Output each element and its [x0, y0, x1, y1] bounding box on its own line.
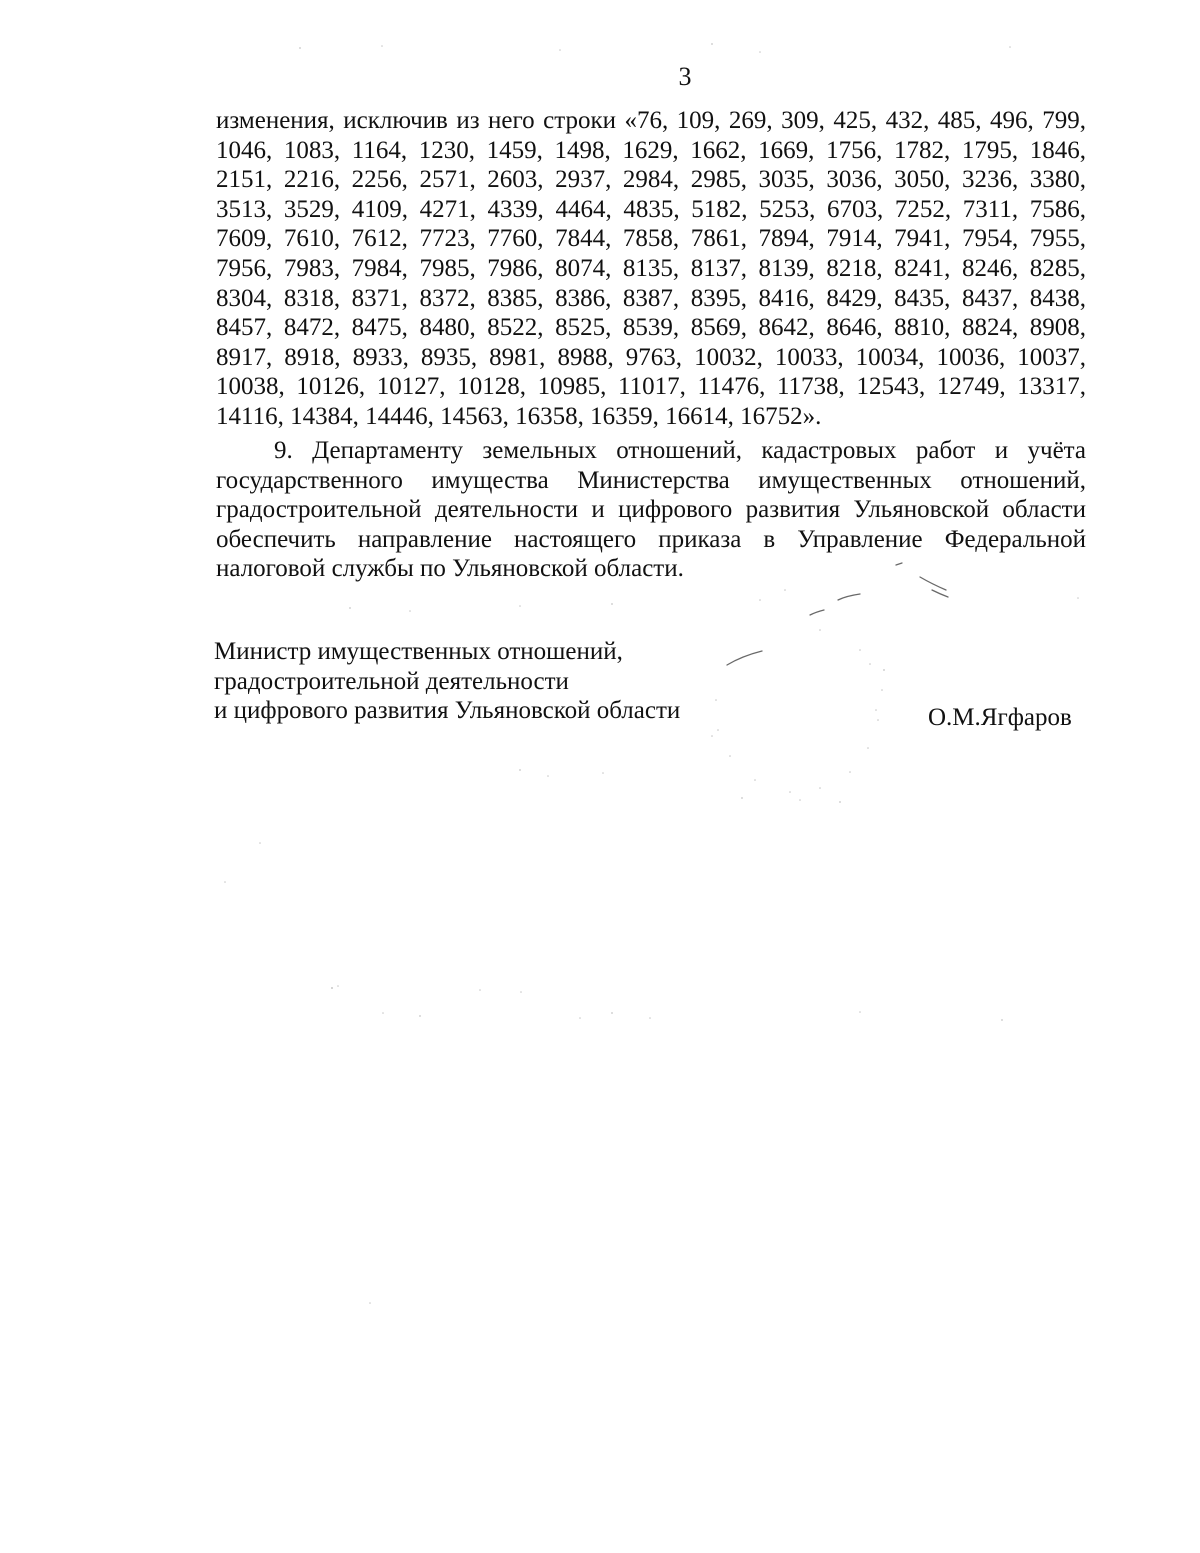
text-line: 8304, 8318, 8371, 8372, 8385, 8386, 8387, 8395, 8416, 8429, 8435, 8437, 8438, — [216, 284, 1086, 312]
position-line: градостроительной деятельности — [214, 667, 569, 695]
text-line: изменения, исключив из него строки «76, 109, 269, 309, 425, 432, 485, 496, 799, — [216, 107, 1086, 134]
signatory-name: О.М.Ягфаров — [928, 704, 1072, 731]
text-line: 10038, 10126, 10127, 10128, 10985, 11017, 11476, 11738, 12543, 12749, 13317, — [216, 373, 1086, 401]
text-line: 8917, 8918, 8933, 8935, 8981, 8988, 9763, 10032, 10033, 10034, 10036, 10037, — [216, 343, 1086, 371]
text-line: 9. Департаменту земельных отношений, кадастровых работ и учёта — [274, 437, 1086, 464]
text-line: налоговой службы по Ульяновской области. — [216, 555, 684, 583]
text-line: государственного имущества Министерства имущественных отношений, — [216, 466, 1086, 494]
position-line: Министр имущественных отношений, — [214, 638, 623, 665]
text-line: 3513, 3529, 4109, 4271, 4339, 4464, 4835, 5182, 5253, 6703, 7252, 7311, 7586, — [216, 195, 1086, 223]
text-line: градостроительной деятельности и цифрового развития Ульяновской области — [216, 496, 1086, 524]
page-number: 3 — [678, 62, 692, 91]
text-line: 1046, 1083, 1164, 1230, 1459, 1498, 1629, 1662, 1669, 1756, 1782, 1795, 1846, — [216, 136, 1086, 164]
text-line: 2151, 2216, 2256, 2571, 2603, 2937, 2984, 2985, 3035, 3036, 3050, 3236, 3380, — [216, 166, 1086, 194]
signatory-position — [214, 637, 680, 726]
paragraph-continued — [216, 106, 1086, 432]
text-line: 7609, 7610, 7612, 7723, 7760, 7844, 7858, 7861, 7894, 7914, 7941, 7954, 7955, — [216, 225, 1086, 253]
text-line: 7956, 7983, 7984, 7985, 7986, 8074, 8135, 8137, 8139, 8218, 8241, 8246, 8285, — [216, 254, 1086, 282]
text-line: 8457, 8472, 8475, 8480, 8522, 8525, 8539, 8569, 8642, 8646, 8810, 8824, 8908, — [216, 314, 1086, 342]
position-line: и цифрового развития Ульяновской области — [214, 697, 681, 724]
signature-mark — [700, 560, 1000, 840]
text-line: обеспечить направление настоящего приказа в Управление Федеральной — [216, 525, 1086, 553]
text-line: 14116, 14384, 14446, 14563, 16358, 16359, 16614, 16752». — [216, 402, 822, 430]
paragraph-9 — [216, 436, 1086, 584]
